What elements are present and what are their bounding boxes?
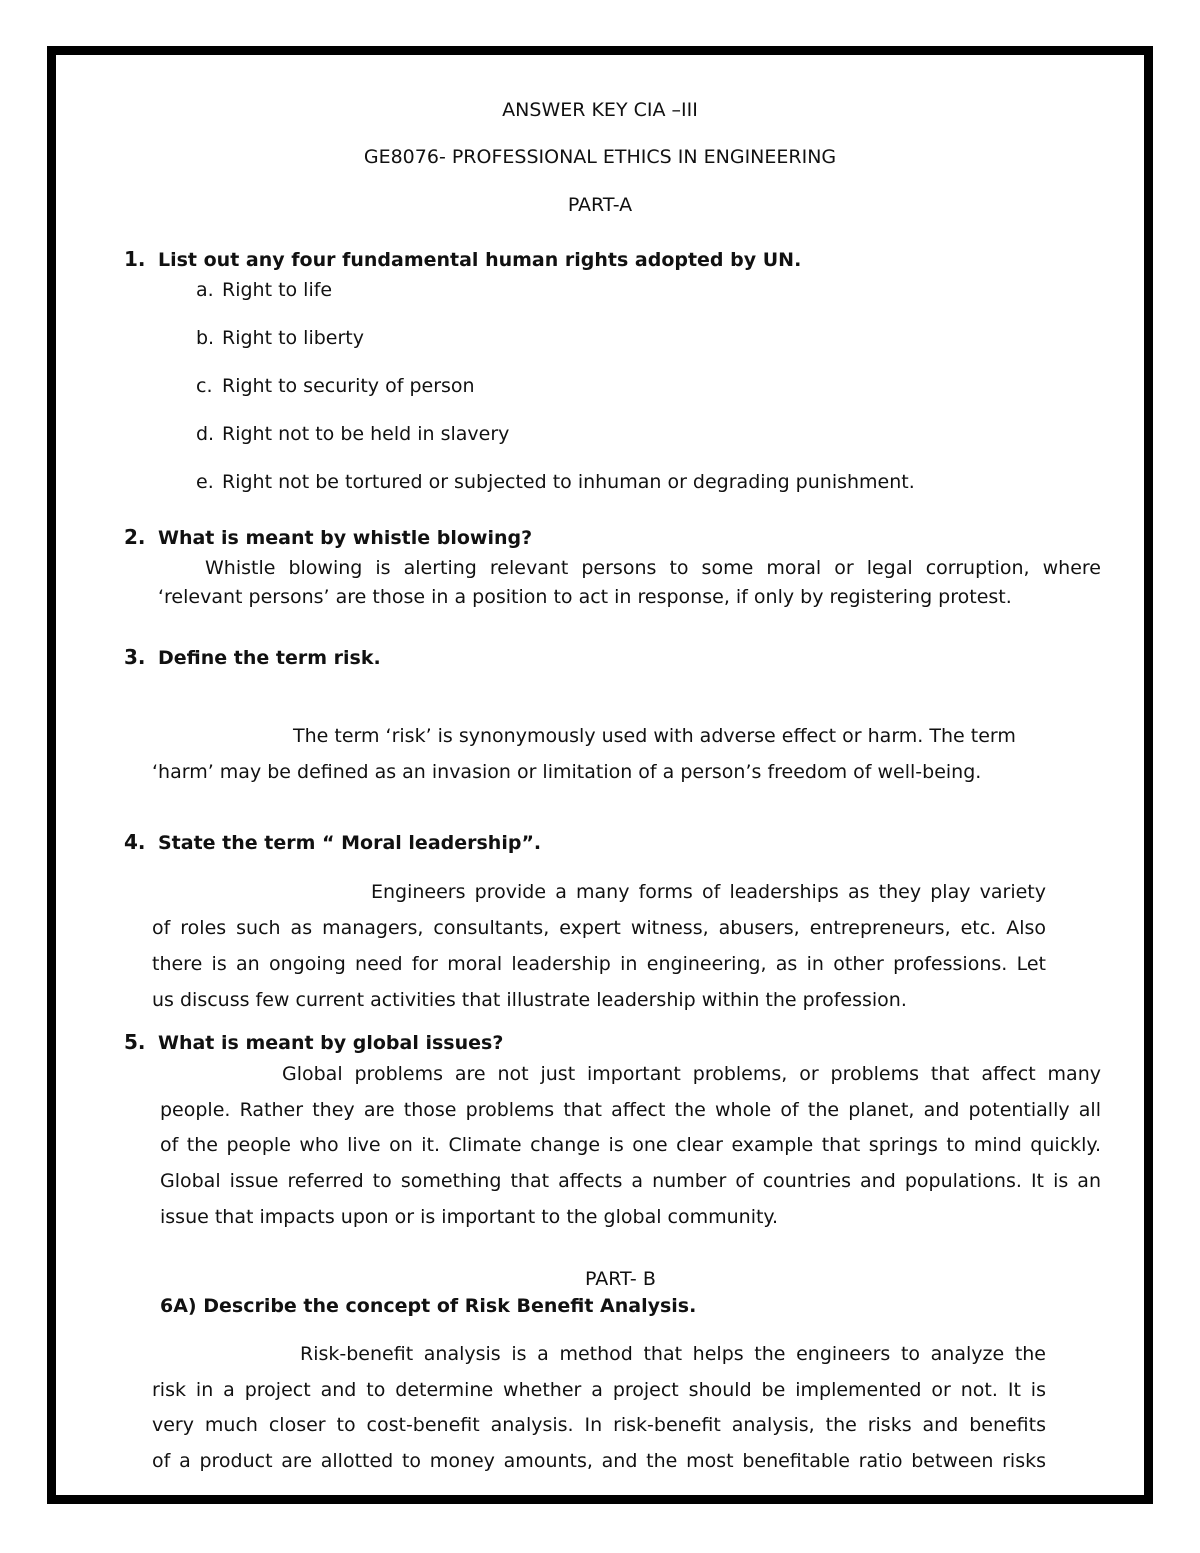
question-3 bbox=[124, 645, 381, 670]
question-text: Define the term risk. bbox=[158, 647, 381, 669]
part-b-heading: PART- B bbox=[585, 1268, 656, 1290]
question-text: List out any four fundamental human rights adopted by UN. bbox=[158, 249, 802, 271]
question-4 bbox=[124, 830, 541, 855]
answer-line: of the people who live on it. Climate change is one clear example that springs to mind quickly. bbox=[160, 1134, 1101, 1156]
question-5 bbox=[124, 1030, 503, 1055]
question-number: 1. bbox=[124, 247, 146, 271]
answer-line: Engineers provide a many forms of leaderships as they play variety bbox=[371, 881, 1046, 903]
list-item-text: Right to liberty bbox=[222, 327, 364, 349]
question-text: State the term “ Moral leadership”. bbox=[158, 832, 542, 854]
list-marker: c. bbox=[196, 375, 213, 397]
question-number: 2. bbox=[124, 525, 146, 549]
answer-line: Whistle blowing is alerting relevant persons to some moral or legal corruption, where bbox=[205, 557, 1101, 579]
question-text: What is meant by whistle blowing? bbox=[158, 527, 533, 549]
answer-line: Global problems are not just important problems, or problems that affect many bbox=[282, 1063, 1101, 1085]
answer-line: ‘relevant persons’ are those in a position to act in response, if only by registering protest. bbox=[158, 586, 1012, 608]
question-6a: 6A) Describe the concept of Risk Benefit Analysis. bbox=[160, 1295, 697, 1317]
list-item-text: Right not be tortured or subjected to inhuman or degrading punishment. bbox=[222, 471, 915, 493]
answer-line: people. Rather they are those problems that affect the whole of the planet, and potentially all bbox=[160, 1099, 1101, 1121]
course-title: GE8076- PROFESSIONAL ETHICS IN ENGINEERING bbox=[363, 146, 837, 168]
part-a-heading: PART-A bbox=[567, 194, 633, 216]
list-item-text: Right to security of person bbox=[222, 375, 475, 397]
answer-line: of roles such as managers, consultants, expert witness, abusers, entrepreneurs, etc. Also bbox=[152, 917, 1046, 939]
list-item bbox=[196, 422, 509, 446]
question-2 bbox=[124, 525, 532, 550]
list-marker: a. bbox=[196, 279, 214, 301]
answer-line: The term ‘risk’ is synonymously used with adverse effect or harm. The term bbox=[293, 725, 1016, 747]
list-marker: d. bbox=[196, 423, 215, 445]
list-marker: e. bbox=[196, 471, 214, 493]
answer-line: risk in a project and to determine whether a project should be implemented or not. It is bbox=[152, 1379, 1046, 1401]
answer-line: very much closer to cost-benefit analysis. In risk-benefit analysis, the risks and benefits bbox=[152, 1414, 1046, 1436]
question-text: What is meant by global issues? bbox=[158, 1032, 504, 1054]
answer-line: Risk-benefit analysis is a method that helps the engineers to analyze the bbox=[300, 1343, 1046, 1365]
answer-line: Global issue referred to something that affects a number of countries and populations. It is an bbox=[160, 1170, 1101, 1192]
document-title: ANSWER KEY CIA –III bbox=[502, 99, 698, 121]
list-item bbox=[196, 326, 364, 350]
answer-line: there is an ongoing need for moral leadership in engineering, as in other professions. Let bbox=[152, 953, 1046, 975]
list-marker: b. bbox=[196, 327, 215, 349]
list-item-text: Right not to be held in slavery bbox=[222, 423, 510, 445]
question-1 bbox=[124, 247, 801, 272]
question-number: 4. bbox=[124, 830, 146, 854]
question-number: 3. bbox=[124, 645, 146, 669]
answer-line: ‘harm’ may be defined as an invasion or limitation of a person’s freedom of well-being. bbox=[152, 761, 982, 783]
answer-line: of a product are allotted to money amounts, and the most benefitable ratio between risks bbox=[152, 1450, 1046, 1472]
list-item bbox=[196, 470, 915, 494]
list-item bbox=[196, 374, 475, 398]
list-item-text: Right to life bbox=[222, 279, 333, 301]
list-item bbox=[196, 278, 332, 302]
question-number: 5. bbox=[124, 1030, 146, 1054]
answer-line: issue that impacts upon or is important to the global community. bbox=[160, 1206, 779, 1228]
answer-line: us discuss few current activities that illustrate leadership within the profession. bbox=[152, 989, 907, 1011]
